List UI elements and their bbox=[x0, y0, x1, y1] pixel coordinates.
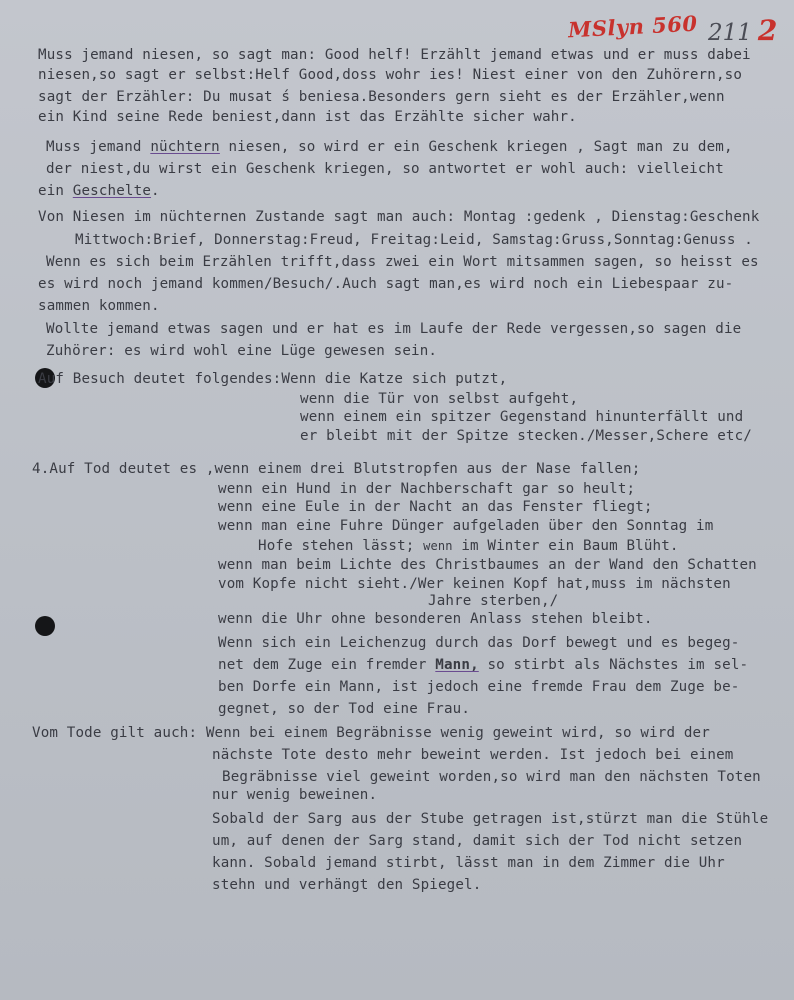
text-line-11: es wird noch jemand kommen/Besuch/.Auch sagt man,es wird noch ein Liebespaar zu- bbox=[38, 276, 734, 292]
text-line-14: Zuhörer: es wird wohl eine Lüge gewesen sein. bbox=[46, 343, 438, 359]
text-line-9: Mittwoch:Brief, Donnerstag:Freud, Freitag:Leid, Samstag:Gruss,Sonntag:Genuss . bbox=[75, 232, 753, 248]
text-line-29 bbox=[218, 656, 748, 674]
text-line-33: nächste Tote desto mehr beweint werden. Ist jedoch bei einem bbox=[212, 747, 734, 763]
page-number: 2 bbox=[757, 14, 778, 47]
text-line-16: wenn die Tür von selbst aufgeht, bbox=[300, 391, 579, 407]
text-line-37: um, auf denen der Sarg stand, damit sich der Tod nicht setzen bbox=[212, 833, 743, 849]
text-line-10: Wenn es sich beim Erzählen trifft,dass zwei ein Wort mitsammen sagen, so heisst es bbox=[46, 254, 759, 270]
text-segment: so stirbt als Nächstes im sel- bbox=[478, 657, 749, 673]
text-line-31: gegnet, so der Tod eine Frau. bbox=[218, 701, 471, 717]
text-line-36: Sobald der Sarg aus der Stube getragen ist,stürzt man die Stühle bbox=[212, 811, 769, 827]
text-line-15: Auf Besuch deutet folgendes:Wenn die Katze sich putzt, bbox=[38, 371, 508, 387]
text-line-27: wenn die Uhr ohne besonderen Anlass stehen bleibt. bbox=[218, 611, 653, 627]
text-segment: wenn bbox=[423, 539, 453, 553]
underlined-word: Geschelte bbox=[72, 183, 152, 199]
text-line-4: ein Kind seine Rede beniest,dann ist das Erzählte sicher wahr. bbox=[38, 109, 577, 125]
text-line-6: der niest,du wirst ein Geschenk kriegen, so antwortet er wohl auch: vielleicht bbox=[46, 161, 724, 177]
text-line-2: niesen,so sagt er selbst:Helf Good,doss wohr ies! Niest einer von den Zuhörern,so bbox=[38, 67, 743, 83]
text-line-13: Wollte jemand etwas sagen und er hat es im Laufe der Rede vergessen,so sagen die bbox=[46, 321, 742, 337]
text-line-26: Jahre sterben,/ bbox=[428, 593, 559, 609]
text-line-18: er bleibt mit der Spitze stecken./Messer,Schere etc/ bbox=[300, 428, 752, 444]
text-line-17: wenn einem ein spitzer Gegenstand hinunterfällt und bbox=[300, 409, 744, 425]
text-line-8: Von Niesen im nüchternen Zustande sagt man auch: Montag :gedenk , Dienstag:Geschenk bbox=[38, 209, 760, 225]
text-line-34: Begräbnisse viel geweint worden,so wird man den nächsten Toten bbox=[222, 769, 761, 785]
text-line-39: stehn und verhängt den Spiegel. bbox=[212, 877, 482, 893]
text-line-32: Vom Tode gilt auch: Wenn bei einem Begräbnisse wenig geweint wird, so wird der bbox=[32, 725, 710, 741]
text-segment: Hofe stehen lässt; bbox=[258, 538, 424, 554]
text-segment: niesen, so wird er ein Geschenk kriegen , Sagt man zu dem, bbox=[219, 139, 733, 155]
text-segment: Muss jemand bbox=[46, 139, 151, 155]
text-line-5 bbox=[46, 138, 733, 156]
text-line-23 bbox=[258, 537, 679, 555]
text-line-3: sagt der Erzähler: Du musat ś beniesa.Besonders gern sieht es der Erzähler,wenn bbox=[38, 89, 725, 105]
text-line-19: 4.Auf Tod deutet es ,wenn einem drei Blutstropfen aus der Nase fallen; bbox=[32, 461, 641, 477]
text-line-25: vom Kopfe nicht sieht./Wer keinen Kopf hat,muss im nächsten bbox=[218, 576, 731, 592]
folio-mark bbox=[708, 14, 777, 47]
text-line-1: Muss jemand niesen, so sagt man: Good helf! Erzählt jemand etwas und er muss dabei bbox=[38, 47, 751, 63]
text-segment: ein bbox=[38, 183, 73, 199]
text-line-20: wenn ein Hund in der Nachberschaft gar so heult; bbox=[218, 481, 636, 497]
folio-number: 211 bbox=[708, 20, 752, 46]
archive-mark: MSlyn 560 bbox=[567, 10, 699, 43]
text-line-7 bbox=[38, 182, 160, 200]
text-line-30: ben Dorfe ein Mann, ist jedoch eine fremde Frau dem Zuge be- bbox=[218, 679, 740, 695]
text-line-24: wenn man beim Lichte des Christbaumes an der Wand den Schatten bbox=[218, 557, 757, 573]
text-line-22: wenn man eine Fuhre Dünger aufgeladen über den Sonntag im bbox=[218, 518, 714, 534]
underlined-word: nüchtern bbox=[150, 139, 220, 155]
text-segment: . bbox=[151, 183, 160, 199]
text-segment: im Winter ein Baum Blüht. bbox=[452, 538, 679, 554]
text-line-38: kann. Sobald jemand stirbt, lässt man in dem Zimmer die Uhr bbox=[212, 855, 725, 871]
underlined-word: Mann, bbox=[435, 657, 479, 673]
punch-hole-bottom bbox=[35, 616, 55, 636]
text-line-28: Wenn sich ein Leichenzug durch das Dorf bewegt und es begeg- bbox=[218, 635, 740, 651]
text-segment: net dem Zuge ein fremder bbox=[218, 657, 436, 673]
text-line-21: wenn eine Eule in der Nacht an das Fenster fliegt; bbox=[218, 499, 653, 515]
text-line-35: nur wenig beweinen. bbox=[212, 787, 378, 803]
text-line-12: sammen kommen. bbox=[38, 298, 160, 314]
